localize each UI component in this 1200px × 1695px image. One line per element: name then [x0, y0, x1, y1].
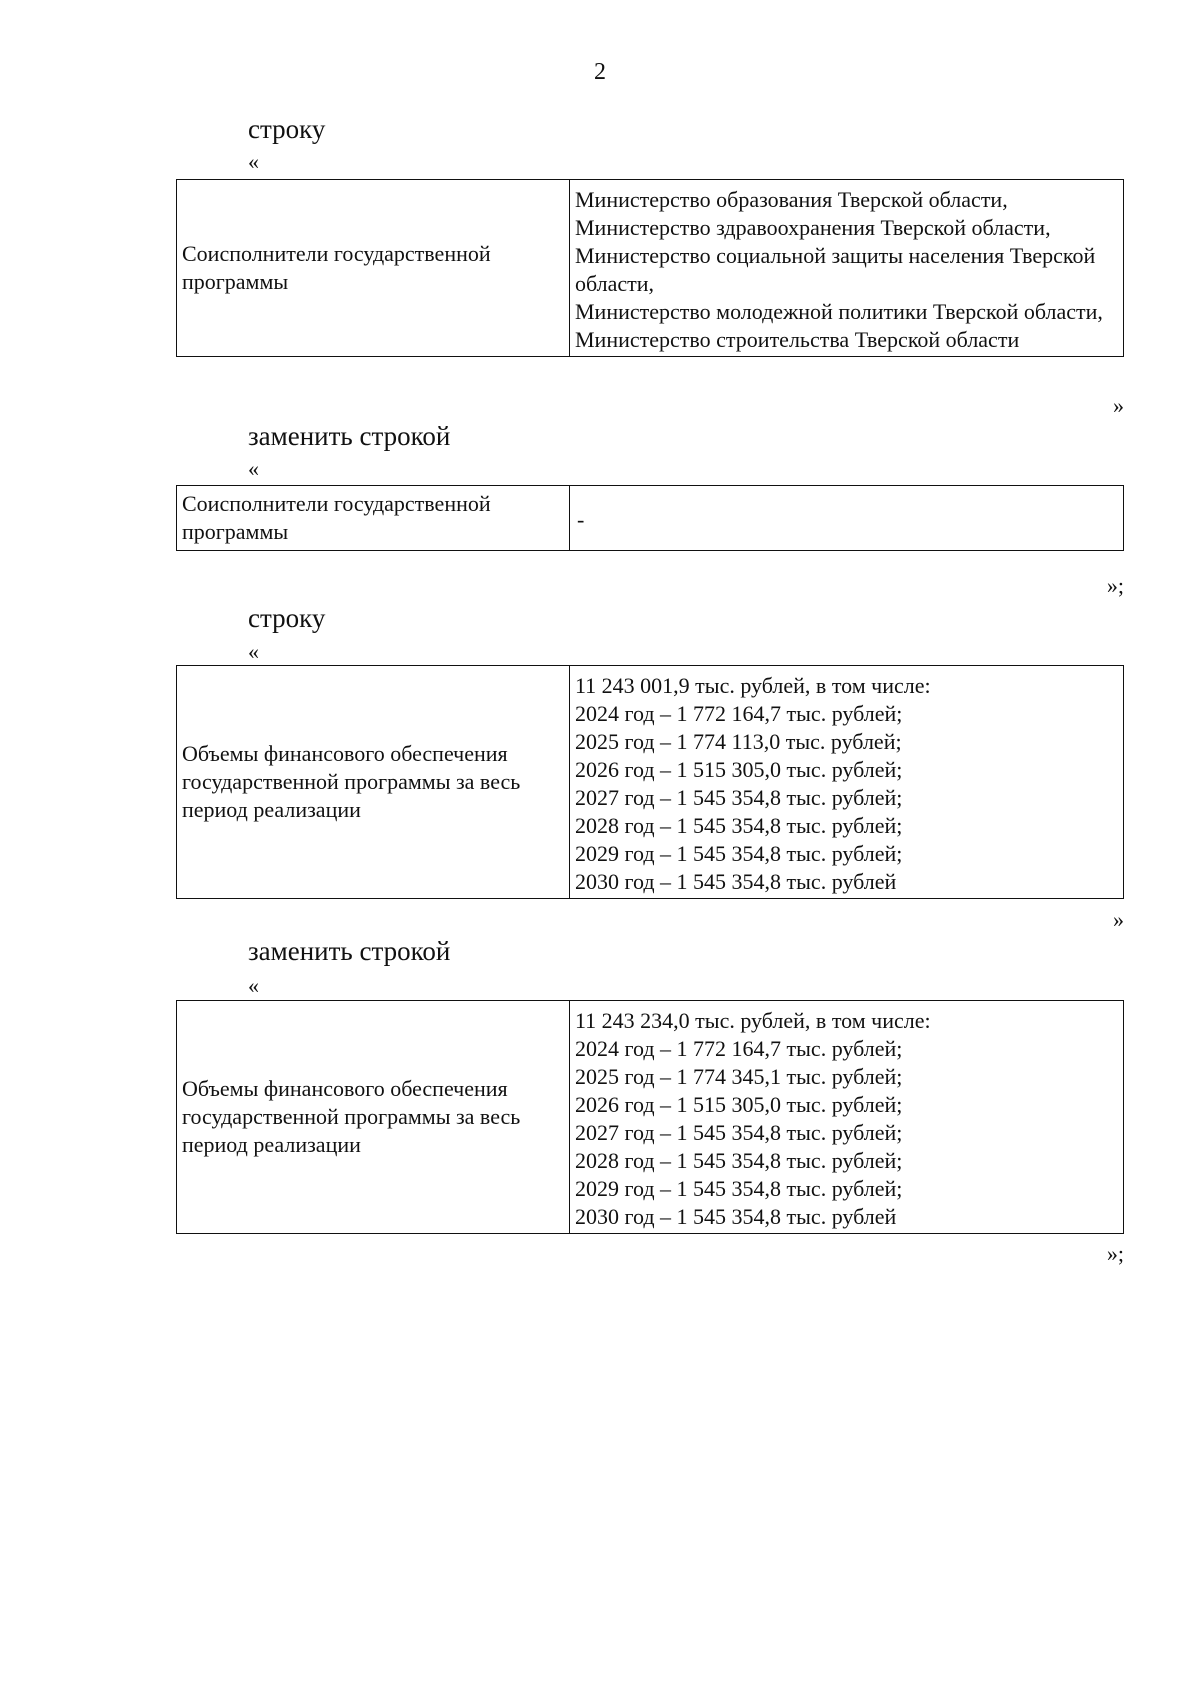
open-quote: « — [248, 973, 259, 998]
row-label-text: Соисполнители государственной программы — [182, 491, 491, 544]
value-line: 11 243 001,9 тыс. рублей, в том числе: — [575, 673, 931, 698]
table-funding-old — [176, 665, 1124, 899]
section-label: заменить строкой — [248, 936, 451, 966]
row-label-text: Объемы финансового обеспечения государственной программы за весь период реализации — [182, 1076, 521, 1157]
row-label-cell — [177, 1001, 570, 1234]
value-line: Министерство строительства Тверской области — [575, 327, 1020, 352]
value-line: 2025 год – 1 774 113,0 тыс. рублей; — [575, 729, 902, 754]
row-value-cell — [570, 486, 1124, 551]
value-line: 2026 год – 1 515 305,0 тыс. рублей; — [575, 757, 903, 782]
value-line: Министерство здравоохранения Тверской области, — [575, 215, 1051, 240]
table-funding-new — [176, 1000, 1124, 1234]
table-row — [177, 666, 1124, 899]
close-quote: »; — [1106, 573, 1124, 598]
value-line: 2029 год – 1 545 354,8 тыс. рублей; — [575, 841, 903, 866]
value-line: 2030 год – 1 545 354,8 тыс. рублей — [575, 869, 897, 894]
section-label: строку — [248, 603, 326, 633]
row-value-cell — [570, 666, 1124, 899]
row-label-cell — [177, 486, 570, 551]
table-row — [177, 180, 1124, 357]
row-value-cell — [570, 1001, 1124, 1234]
value-line: Министерство образования Тверской области, — [575, 187, 1008, 212]
row-value-cell — [570, 180, 1124, 357]
value-line: 2024 год – 1 772 164,7 тыс. рублей; — [575, 1036, 903, 1061]
value-line: 2028 год – 1 545 354,8 тыс. рублей; — [575, 1148, 903, 1173]
value-line: 2025 год – 1 774 345,1 тыс. рублей; — [575, 1064, 903, 1089]
value-line: 2029 год – 1 545 354,8 тыс. рублей; — [575, 1176, 903, 1201]
page-number: 2 — [594, 59, 606, 85]
row-label-text: Объемы финансового обеспечения государственной программы за весь период реализации — [182, 741, 521, 822]
close-quote: » — [1113, 393, 1124, 418]
open-quote: « — [248, 456, 259, 481]
open-quote: « — [248, 149, 259, 174]
close-quote: »; — [1106, 1241, 1124, 1266]
close-quote: » — [1113, 907, 1124, 932]
section-label: строку — [248, 114, 326, 144]
value-line: Министерство молодежной политики Тверской области, — [575, 299, 1103, 324]
row-label-cell — [177, 666, 570, 899]
section-label: заменить строкой — [248, 421, 451, 451]
value-line: 2028 год – 1 545 354,8 тыс. рублей; — [575, 813, 903, 838]
table-row — [177, 1001, 1124, 1234]
value-line: 11 243 234,0 тыс. рублей, в том числе: — [575, 1008, 931, 1033]
open-quote: « — [248, 639, 259, 664]
value-line: 2027 год – 1 545 354,8 тыс. рублей; — [575, 1120, 903, 1145]
table-coexecutors-new — [176, 485, 1124, 551]
value-dash: - — [577, 507, 585, 532]
value-line: 2024 год – 1 772 164,7 тыс. рублей; — [575, 701, 903, 726]
value-line: Министерство социальной защиты населения Тверской области, — [575, 243, 1096, 296]
value-line: 2027 год – 1 545 354,8 тыс. рублей; — [575, 785, 903, 810]
table-coexecutors-old — [176, 179, 1124, 357]
table-row — [177, 486, 1124, 551]
value-line: 2026 год – 1 515 305,0 тыс. рублей; — [575, 1092, 903, 1117]
value-line: 2030 год – 1 545 354,8 тыс. рублей — [575, 1204, 897, 1229]
row-label-cell — [177, 180, 570, 357]
row-label-text: Соисполнители государственной программы — [182, 241, 491, 294]
